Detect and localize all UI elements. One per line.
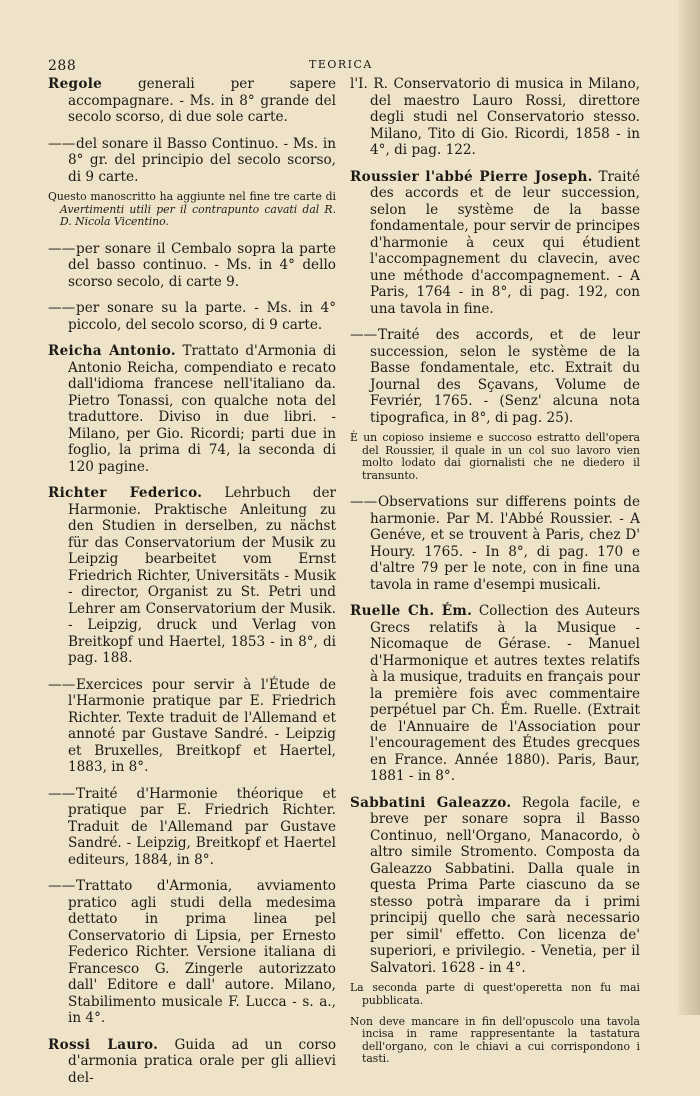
entry-text: Lehrbuch der Harmonie. Praktische Anleitung zu den Studien in derselben, zu nächst für das Conservatorium der Musik zu Leipzig bearbeitet vom Ernst Friedrich Richter, Universitäts - Musik - director, Organist zu St. Petri und Lehrer am Conservatorium der Musik. - Leipzig, druck und Verlag von Breitkopf und Haertel, 1853 - in 8°, di pag. 188.: [68, 485, 336, 667]
bibliography-entry: [48, 1037, 336, 1087]
subentry-text: del sonare il Basso Continuo. - Ms. in 8° gr. del principio del secolo scorso, di 9 carte.: [68, 135, 336, 185]
subentry-text: Traité d'Harmonie théorique et pratique par E. Friedrich Richter. Traduit de l'Allemand par Gustave Sandré. - Leipzig, Breitkopf et Haertel editeurs, 1884, in 8°.: [68, 785, 336, 868]
bibliography-subentry: [48, 786, 336, 869]
note-italic-text: Avertimenti utili per il contrapunto cavati dal R. D. Nicola Vicentino.: [60, 202, 336, 229]
entry-author: Regole: [48, 76, 103, 92]
entry-text: Trattato d'Armonia di Antonio Reicha, compendiato e recato dall'idioma francese nell'italiano da. Pietro Tonassi, con qualche nota del traduttore. Diviso in due libri. - Milano, per Gio. Ricordi; parti due in foglio, la prima di 74, la seconda di 120 pagine.: [68, 343, 336, 475]
subentry-text: per sonare il Cembalo sopra la parte del basso continuo. - Ms. in 4° dello scorso secolo, di carte 9.: [68, 240, 336, 290]
bibliography-entry: [350, 169, 640, 318]
ditto-dash: ——: [48, 300, 76, 317]
bibliography-subentry: [48, 136, 336, 186]
bibliography-entry: [48, 76, 336, 126]
bibliography-subentry: [48, 241, 336, 291]
editorial-note: [350, 432, 640, 482]
editorial-note: [48, 191, 336, 229]
subentry-text: Trattato d'Armonia, avviamento pratico agli studi della medesima dettato in prima linea pel Conservatorio di Lipsia, per Ernesto Federico Richter. Versione italiana di Francesco G. Zingerle autorizzato dall' Editore e dall' autore. Milano, Stabilimento musicale F. Lucca - s. a., in 4°.: [68, 878, 336, 1027]
page-number: 288: [48, 58, 77, 74]
entry-author: Rossi Lauro.: [48, 1036, 159, 1053]
bibliography-subentry: [48, 878, 336, 1027]
bibliography-subentry: [48, 300, 336, 333]
ditto-dash: ——: [350, 327, 378, 343]
bibliography-entry: [350, 603, 640, 785]
bibliography-subentry: [350, 327, 640, 426]
bibliography-subentry: [48, 677, 336, 776]
note-text: Non deve mancare in fin dell'opuscolo una tavola incisa in rame rappresentante la tastatura dell'organo, con le chiavi a cui corrispondono i tasti.: [350, 1014, 640, 1066]
subentry-text: Observations sur differens points de harmonie. Par M. l'Abbé Roussier. - A Genéve, et se trouvent à Paris, chez D' Houry. 1765. - In 8°, di pag. 170 e d'altre 79 per le note, con in fine una tavola in rame d'esempi musicali.: [370, 494, 640, 593]
entry-text: Collection des Auteurs Grecs relatifs à la Musique - Nicomaque de Gérase. - Manuel d'Harmonique et autres textes relatifs à la musique, traduits en français pour la première fois avec commentaire perpétuel par Ch. Ém. Ruelle. (Extrait de l'Annuaire de l'Association pour l'encouragement des Études grecques en France. Année 1880). Paris, Baur, 1881 - in 8°.: [370, 603, 640, 785]
page-edge-shadow: [678, 0, 700, 1015]
ditto-dash: ——: [350, 494, 378, 511]
note-text: La seconda parte di quest'operetta non fu mai pubblicata.: [350, 981, 640, 1007]
ditto-dash: ——: [48, 676, 76, 693]
note-text: Questo manoscritto ha aggiunte nel fine tre carte di: [48, 190, 336, 203]
bibliography-entry: [48, 485, 336, 667]
left-column: [48, 76, 336, 1096]
ditto-dash: ——: [48, 240, 76, 257]
entry-text: l'I. R. Conservatorio di musica in Milano, del maestro Lauro Rossi, direttore degli studi nel Conservatorio stesso. Milano, Tito di Gio. Ricordi, 1858 - in 4°, di pag. 122.: [350, 76, 640, 158]
entry-author: Roussier l'abbé Pierre Joseph.: [350, 168, 593, 185]
subentry-text: Exercices pour servir à l'Étude de l'Harmonie pratique par E. Friedrich Richter. Texte traduit de l'Allemand et annoté par Gustave Sandré. - Leipzig et Bruxelles, Breitkopf et Haertel, 1883, in 8°.: [68, 676, 336, 776]
running-head: TEORICA: [309, 58, 373, 71]
note-text: È un copioso insieme e succoso estratto dell'opera del Roussier, il quale in un col suo lavoro vien molto lodato dai giornalisti che ne diedero il transunto.: [350, 431, 640, 482]
subentry-text: per sonare su la parte. - Ms. in 4° piccolo, del secolo scorso, di 9 carte.: [68, 300, 336, 333]
bibliography-entry: [48, 343, 336, 475]
ditto-dash: ——: [48, 878, 76, 895]
entry-author: Sabbatini Galeazzo.: [350, 794, 512, 811]
continued-entry: [350, 76, 640, 159]
entry-text: Regola facile, e breve per sonare sopra il Basso Continuo, nell'Organo, Manacordo, ò altro simile Stromento. Composta da Galeazzo Sabbatini. Dalla quale in questa Prima Parte ciascuno da se stesso potrà imparare da i primi principij quello che sarà necessario per simil' effetto. Con licenza de' superiori, e privilegio. - Venetia, per il Salvatori. 1628 - in 4°.: [370, 794, 640, 976]
ditto-dash: ——: [48, 135, 76, 152]
entry-author: Richter Federico.: [48, 485, 203, 502]
editorial-note: [350, 982, 640, 1007]
editorial-note: [350, 1016, 640, 1066]
entry-author: Ruelle Ch. Ém.: [350, 603, 473, 620]
entry-text: Guida ad un corso d'armonia pratica orale per gli allievi del-: [68, 1036, 336, 1086]
entry-text: generali per sapere accompagnare. - Ms. in 8° grande del secolo scorso, di due sole carte.: [68, 76, 336, 125]
right-column: [350, 76, 640, 1078]
entry-author: Reicha Antonio.: [48, 343, 176, 360]
subentry-text: Traité des accords, et de leur succession, selon le système de la Basse fondamentale, etc. Extrait du Journal des Sçavans, Volume de Fevriér, 1765. - (Senz' alcuna nota tipografica, in 8°, di pag. 25).: [370, 327, 640, 426]
bibliography-subentry: [350, 494, 640, 593]
bibliography-entry: [350, 795, 640, 977]
entry-text: Traité des accords et de leur succession, selon le système de la basse fondamentale, pour servir de principes d'harmonie à ceux qui étudient l'accompagnement du clavecin, avec une méthode d'accompagnement. - A Paris, 1764 - in 8°, di pag. 192, con una tavola in fine.: [370, 168, 640, 317]
ditto-dash: ——: [48, 785, 76, 802]
